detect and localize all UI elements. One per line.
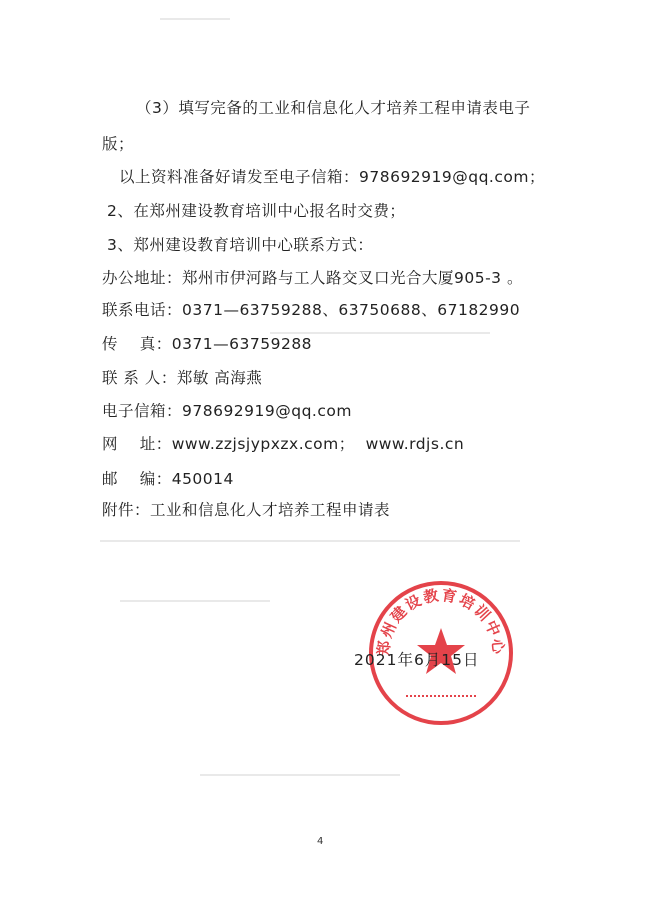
text-line: 2、在郑州建设教育培训中心报名时交费； (107, 202, 406, 220)
bleed-through-mark (100, 540, 520, 542)
text-line: 3、郑州建设教育培训中心联系方式： (107, 236, 374, 254)
text-line: 邮 编：450014 (102, 470, 234, 488)
text-line: 附件：工业和信息化人才培养工程申请表 (102, 501, 391, 519)
text-line: 联系电话：0371—63759288、63750688、67182990 (102, 301, 521, 319)
text-line: 办公地址：郑州市伊河路与工人路交叉口光合大厦905-3 。 (102, 269, 523, 287)
text-line: 以上资料准备好请发至电子信箱：978692919@qq.com； (119, 168, 545, 186)
text-line: 联 系 人：郑敏 高海燕 (102, 369, 263, 387)
bleed-through-mark (200, 774, 400, 776)
text-line: 网 址：www.zzjsjypxzx.com； www.rdjs.cn (102, 435, 465, 453)
page-number: 4 (317, 836, 324, 847)
text-line: （3）填写完备的工业和信息化人才培养工程申请表电子 (136, 99, 531, 117)
seal-text: 郑州建设教育培训中心 (374, 586, 508, 657)
text-line: 电子信箱：978692919@qq.com (102, 402, 352, 420)
document-date: 2021年6月15日 (354, 651, 480, 669)
bleed-through-mark (160, 18, 230, 20)
text-line: 版； (102, 135, 135, 153)
bleed-through-mark (120, 600, 270, 602)
text-line: 传 真：0371—63759288 (102, 335, 313, 353)
